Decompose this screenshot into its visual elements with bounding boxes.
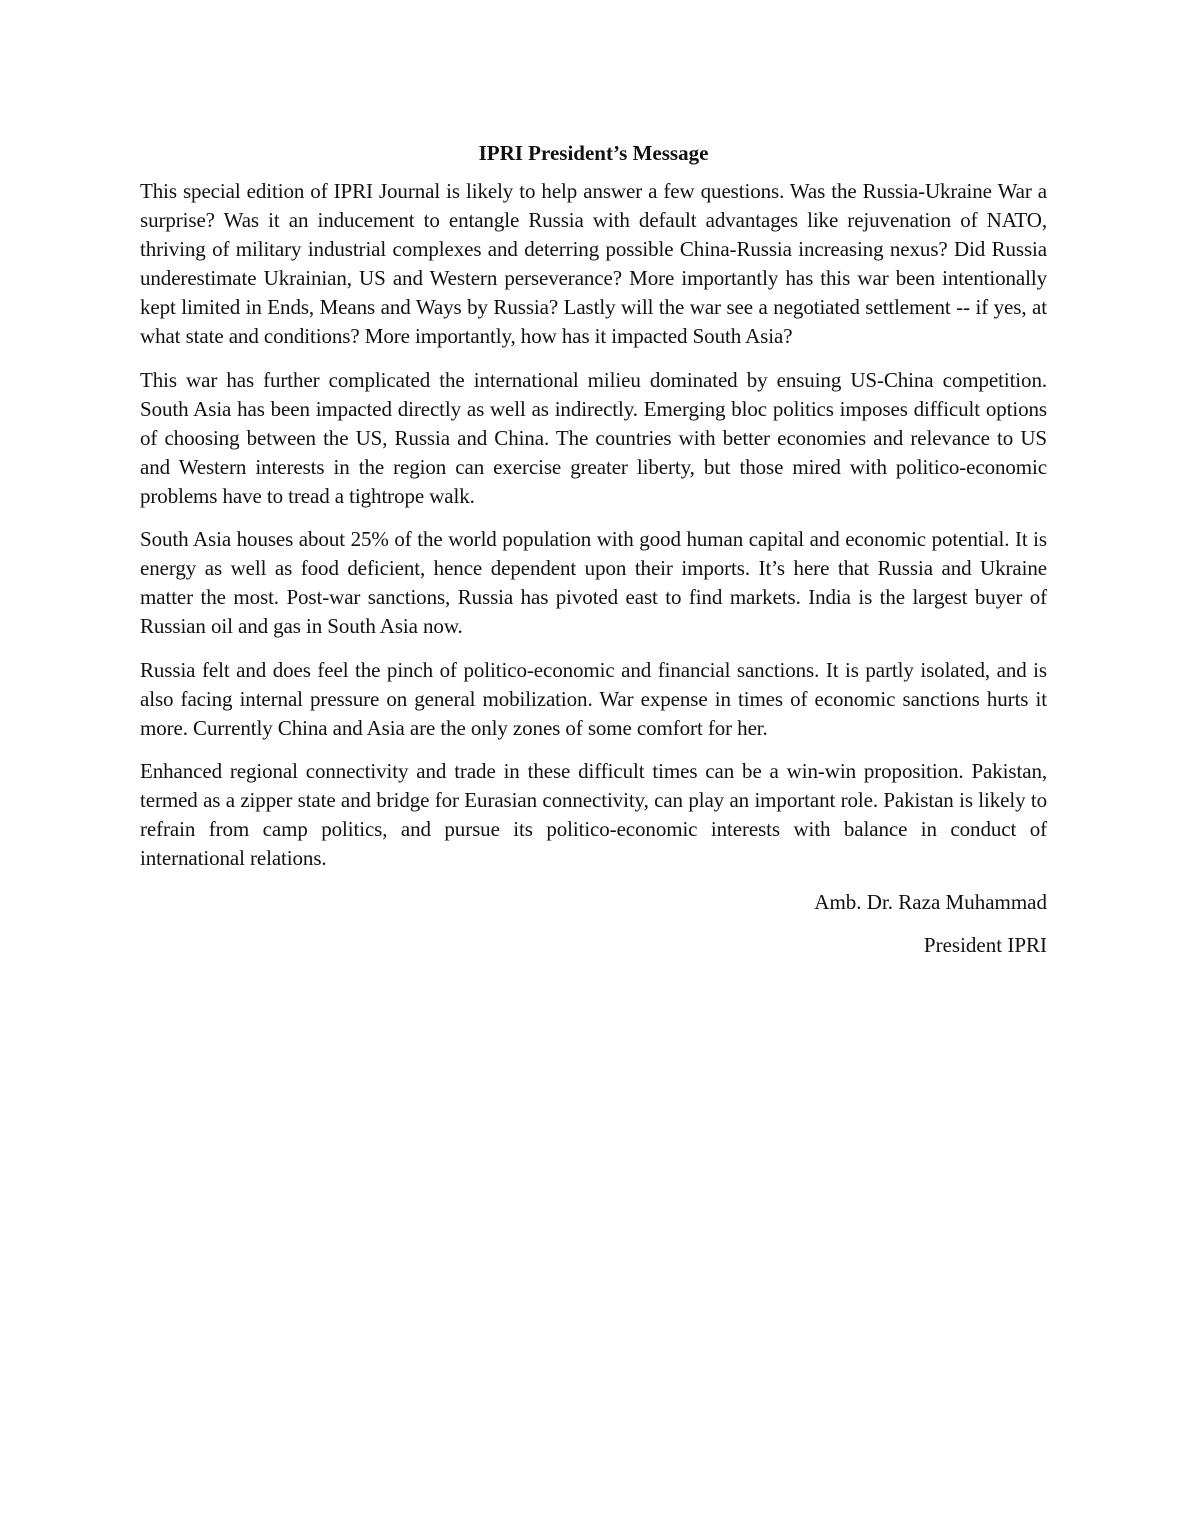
signatory-designation: President IPRI [923, 933, 1047, 957]
paragraph-3: South Asia houses about 25% of the world population with good human capital and economic potential. It is energy as well as food deficient, hence dependent upon their imports. It’s here that Russia and Ukraine matter the most. Post-war sanctions, Russia has pivoted east to find markets. India is the largest buyer of Russian oil and gas in South Asia now. [140, 527, 1047, 638]
document-page [140, 139, 1047, 975]
paragraph-5: Enhanced regional connectivity and trade in these difficult times can be a win-win proposition. Pakistan, termed as a zipper state and bridge for Eurasian connectivity, can play an important role. Pakistan is likely to refrain from camp politics, and pursue its politico-economic interests with balance in conduct of international relations. [140, 759, 1047, 870]
paragraph-2: This war has further complicated the international milieu dominated by ensuing US-China competition. South Asia has been impacted directly as well as indirectly. Emerging bloc politics imposes difficult options of choosing between the US, Russia and China. The countries with better economies and relevance to US and Western interests in the region can exercise greater liberty, but those mired with politico-economic problems have to tread a tightrope walk. [140, 367, 1047, 508]
paragraph-4: Russia felt and does feel the pinch of politico-economic and financial sanctions. It is partly isolated, and is also facing internal pressure on general mobilization. War expense in times of economic sanctions hurts it more. Currently China and Asia are the only zones of some comfort for her. [140, 657, 1047, 740]
signatory-name: Amb. Dr. Raza Muhammad [814, 889, 1047, 914]
signature-block [140, 888, 1047, 961]
page-title: IPRI President’s Message [478, 141, 709, 165]
paragraph-1: This special edition of IPRI Journal is likely to help answer a few questions. Was the Russia-Ukraine War a surprise? Was it an inducement to entangle Russia with default advantages like rejuvenation of NATO, thriving of military industrial complexes and deterring possible China-Russia increasing nexus? Did Russia underestimate Ukrainian, US and Western perseverance? More importantly has this war been intentionally kept limited in Ends, Means and Ways by Russia? Lastly will the war see a negotiated settlement -- if yes, at what state and conditions? More importantly, how has it impacted South Asia? [140, 179, 1047, 348]
